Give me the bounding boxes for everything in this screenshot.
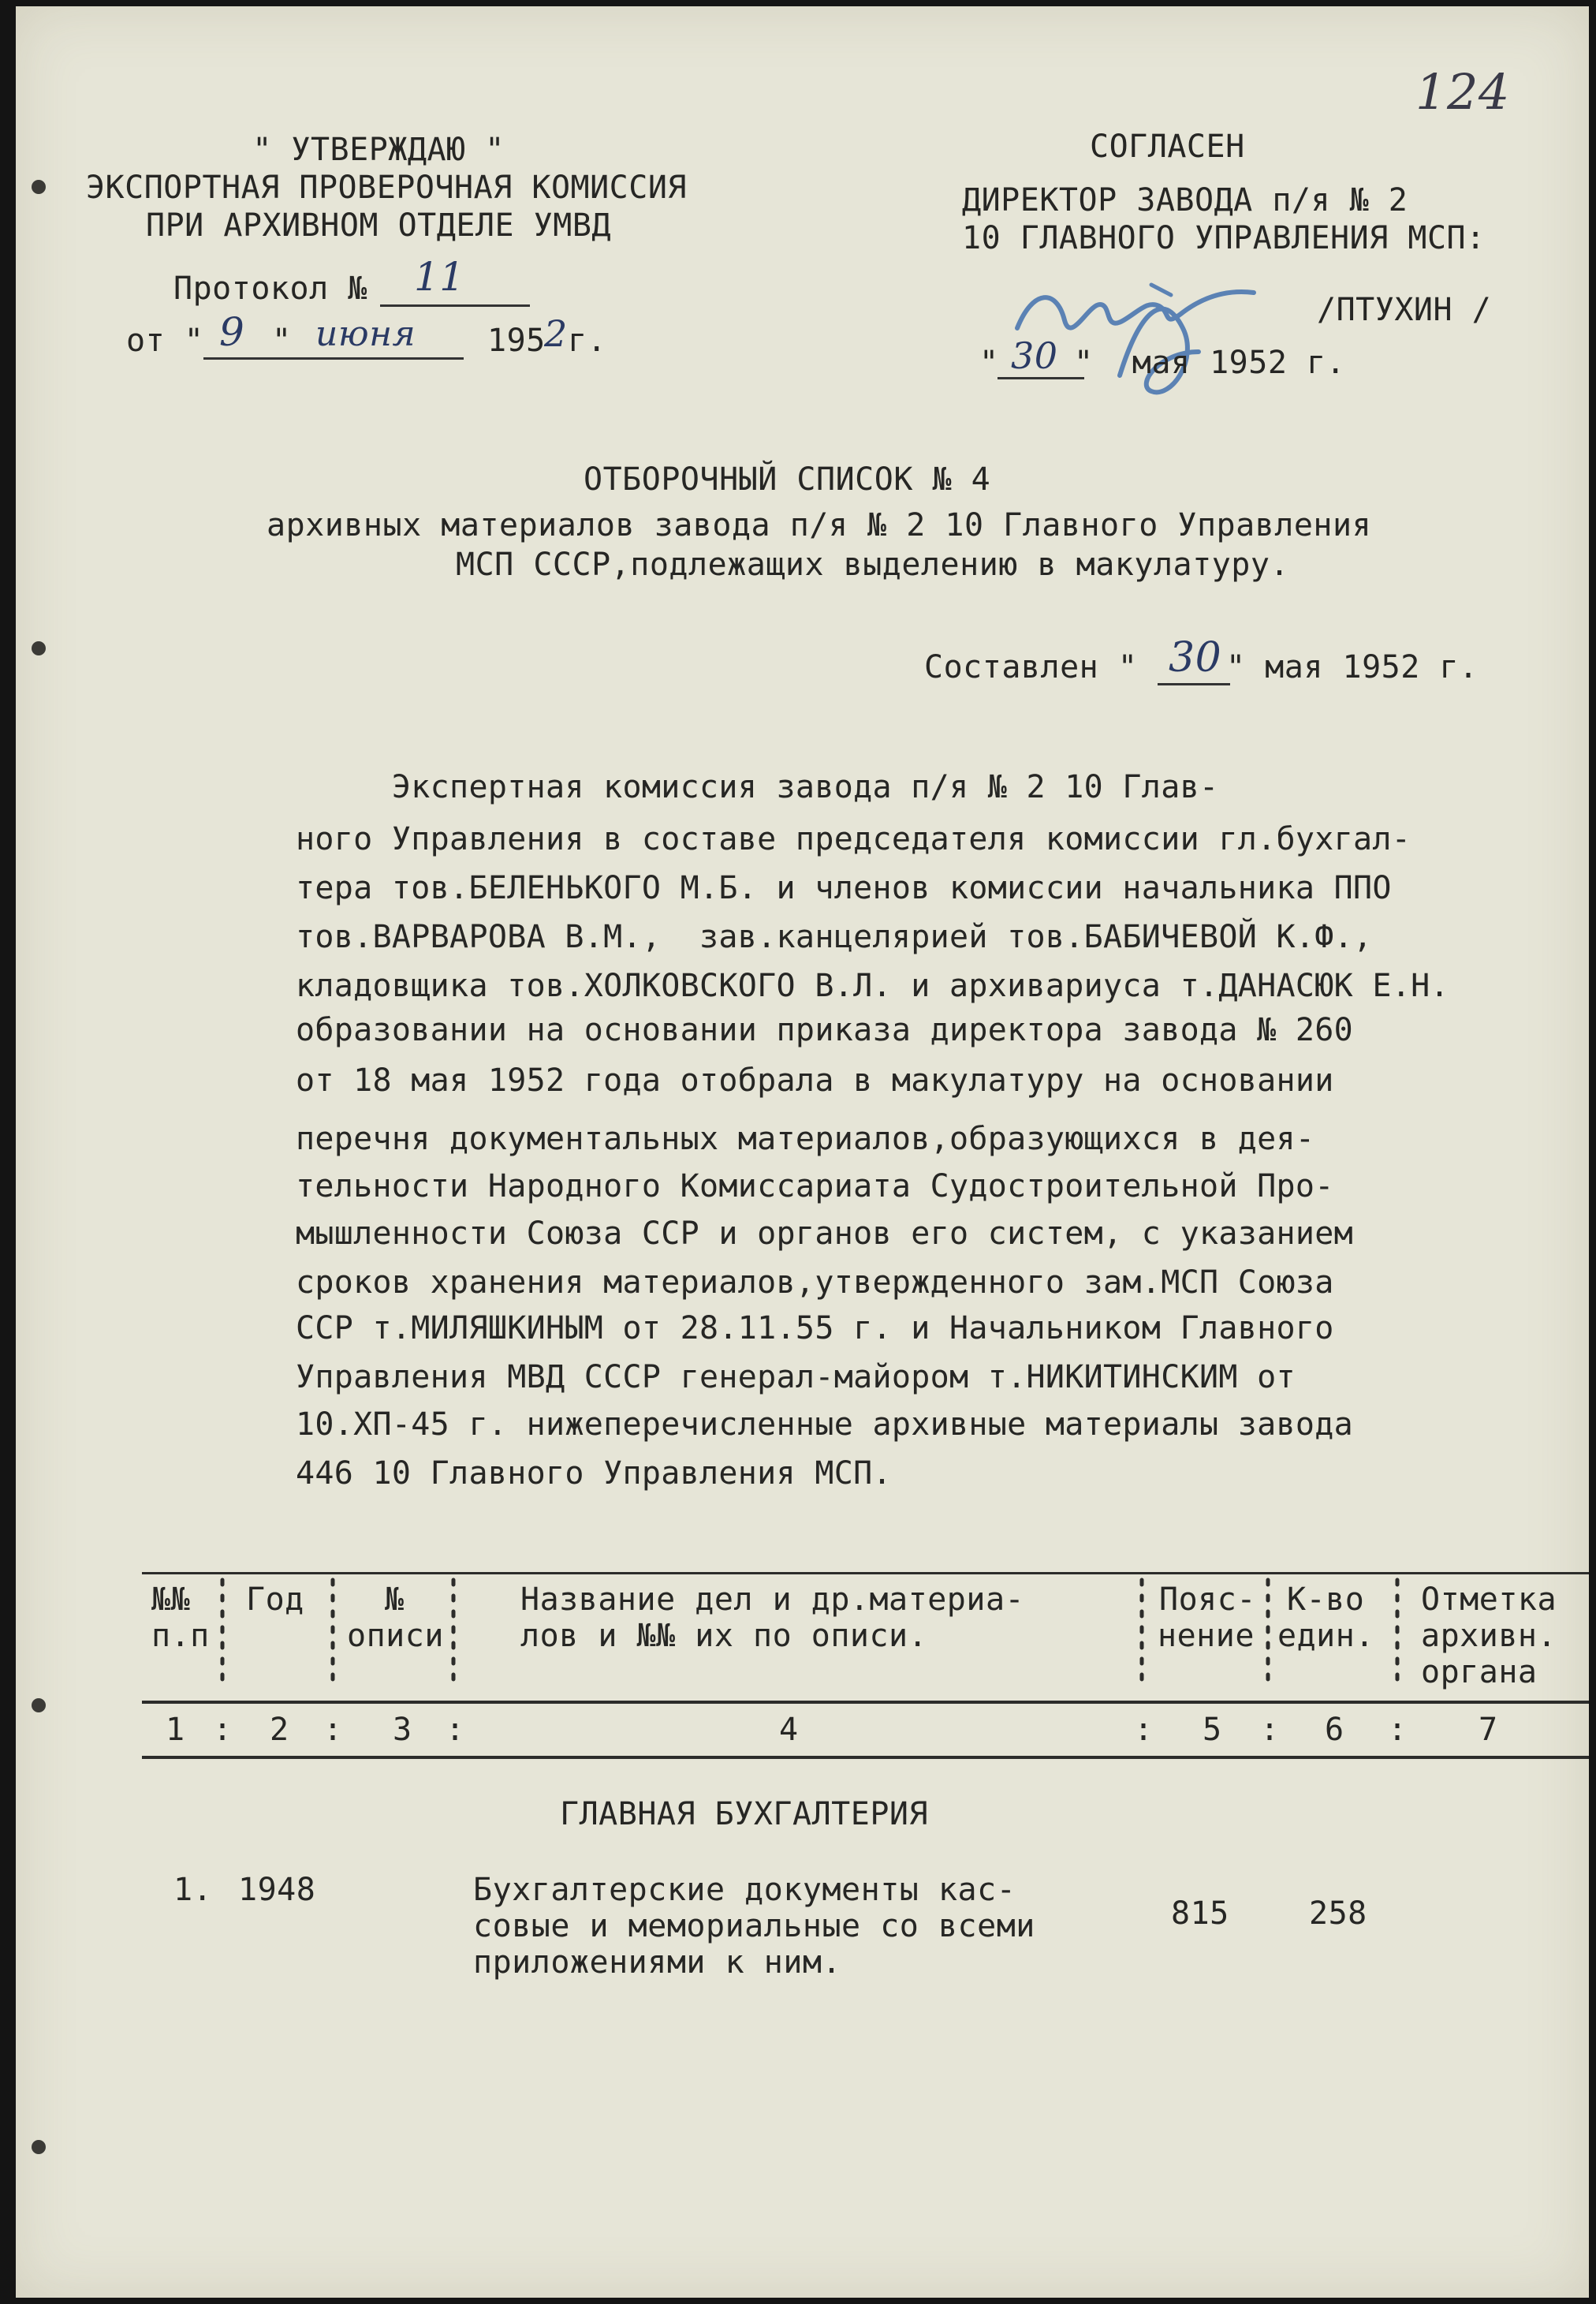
protocol-date-end: г.: [568, 323, 607, 359]
header-text: п.п: [151, 1618, 210, 1654]
header-text: описи: [347, 1618, 444, 1654]
body-line: кладовщика тов.ХОЛКОВСКОГО В.Л. и архивариуса т.ДАНАСЮК Е.Н.: [296, 968, 1449, 1004]
list-subtitle-1: архивных материалов завода п/я № 2 10 Главного Управления: [267, 507, 1372, 543]
body-line: от 18 мая 1952 года отобрала в макулатуру на основании: [296, 1062, 1334, 1099]
commission-department: ПРИ АРХИВНОМ ОТДЕЛЕ УМВД: [146, 207, 611, 244]
body-line: сроков хранения материалов,утвержденного зам.МСП Союза: [296, 1264, 1334, 1301]
protocol-label: Протокол №: [173, 271, 367, 307]
row-title-line: приложениями к ним.: [473, 1944, 842, 1981]
commission-name: ЭКСПОРТНАЯ ПРОВЕРОЧНАЯ КОМИССИЯ: [85, 170, 688, 206]
list-subtitle-2: МСП СССР,подлежащих выделению в макулатуру.: [456, 547, 1290, 583]
director-title: ДИРЕКТОР ЗАВОДА п/я № 2: [962, 182, 1408, 218]
row-count: 258: [1309, 1895, 1367, 1932]
agreement-date-rest: " мая 1952 г.: [1074, 345, 1346, 381]
header-text: Пояс-: [1159, 1581, 1256, 1618]
column-number-separator: :: [1134, 1712, 1154, 1748]
list-title: ОТБОРОЧНЫЙ СПИСОК № 4: [584, 461, 991, 498]
table-column-separators: [16, 6, 1589, 1820]
composed-prefix: Составлен ": [924, 649, 1138, 685]
agreement-date-day: 30: [1011, 334, 1058, 377]
row-title-line: совые и мемориальные со всеми: [473, 1908, 1035, 1944]
protocol-date-prefix: от ": [126, 323, 204, 359]
row-title-line: Бухгалтерские документы кас-: [473, 1872, 1016, 1908]
header-text: един.: [1277, 1618, 1374, 1654]
row-number: 1.: [173, 1872, 213, 1908]
header-text: органа: [1421, 1654, 1538, 1690]
body-line: Управления МВД СССР генерал-майором т.НИКИТИНСКИМ от: [296, 1359, 1296, 1395]
body-line: 446 10 Главного Управления МСП.: [296, 1455, 892, 1492]
header-text: Отметка: [1421, 1581, 1557, 1618]
column-number: 2: [270, 1712, 289, 1748]
header-text: нение: [1158, 1618, 1255, 1654]
column-number: 7: [1479, 1712, 1498, 1748]
body-line: тельности Народного Комиссариата Судостроительной Про-: [296, 1168, 1334, 1204]
body-line: образовании на основании приказа директора завода № 260: [296, 1012, 1354, 1048]
document-page: [16, 6, 1589, 2298]
protocol-date-day: 9: [219, 309, 245, 355]
column-number: 5: [1203, 1712, 1222, 1748]
body-line: мышленности Союза ССР и органов его систем, с указанием: [296, 1215, 1354, 1252]
row-year: 1948: [238, 1872, 316, 1908]
column-number-separator: :: [1260, 1712, 1280, 1748]
numbers-bottom-rule: [142, 1756, 1589, 1759]
protocol-date-quote: ": [272, 323, 292, 359]
approve-title: " УТВЕРЖДАЮ ": [252, 132, 505, 168]
column-number: 1: [166, 1712, 185, 1748]
header-text: К-во: [1287, 1581, 1365, 1618]
header-bottom-rule: [142, 1701, 1589, 1704]
body-line: перечня документальных материалов,образующихся в дея-: [296, 1121, 1315, 1157]
header-text: Название дел и др.материа-: [520, 1581, 1025, 1618]
directorate-name: 10 ГЛАВНОГО УПРАВЛЕНИЯ МСП:: [962, 220, 1486, 256]
body-line: Экспертная комиссия завода п/я № 2 10 Глав-: [296, 769, 1219, 805]
column-number-separator: :: [1388, 1712, 1408, 1748]
column-number: 4: [779, 1712, 799, 1748]
column-number-separator: :: [446, 1712, 465, 1748]
header-text: архивн.: [1421, 1618, 1557, 1654]
protocol-number: 11: [414, 254, 465, 300]
column-number-separator: :: [213, 1712, 233, 1748]
header-text: №: [385, 1581, 405, 1618]
column-number: 3: [393, 1712, 412, 1748]
body-line: 10.ХП-45 г. нижеперечисленные архивные материалы завода: [296, 1406, 1354, 1443]
protocol-date-month: июня: [315, 314, 416, 354]
body-line: ного Управления в составе председателя комиссии гл.бухгал-: [296, 821, 1411, 857]
header-text: лов и №№ их по описи.: [520, 1618, 928, 1654]
agreement-date-prefix: ": [979, 345, 999, 381]
agreed-title: СОГЛАСЕН: [1090, 129, 1245, 165]
body-line: тера тов.БЕЛЕНЬКОГО М.Б. и членов комиссии начальника ППО: [296, 870, 1392, 906]
punch-hole: [32, 2140, 46, 2154]
body-line: тов.ВАРВАРОВА В.М., зав.канцелярией тов.БАБИЧЕВОЙ К.Ф.,: [296, 919, 1373, 955]
body-line: ССР т.МИЛЯШКИНЫМ от 28.11.55 г. и Начальником Главного: [296, 1310, 1334, 1346]
header-text: №№: [151, 1581, 191, 1618]
section-heading: ГЛАВНАЯ БУХГАЛТЕРИЯ: [560, 1796, 929, 1832]
column-number: 6: [1325, 1712, 1344, 1748]
column-number-separator: :: [323, 1712, 343, 1748]
protocol-date-year-suffix: 2: [544, 312, 568, 355]
protocol-date-year: 195: [487, 323, 546, 359]
row-explanation: 815: [1171, 1895, 1229, 1932]
archive-page-number: 124: [1415, 63, 1510, 121]
header-text: Год: [246, 1581, 304, 1618]
director-name: /ПТУХИН /: [1317, 292, 1492, 328]
composed-day: 30: [1169, 634, 1222, 681]
composed-suffix: " мая 1952 г.: [1226, 649, 1479, 685]
